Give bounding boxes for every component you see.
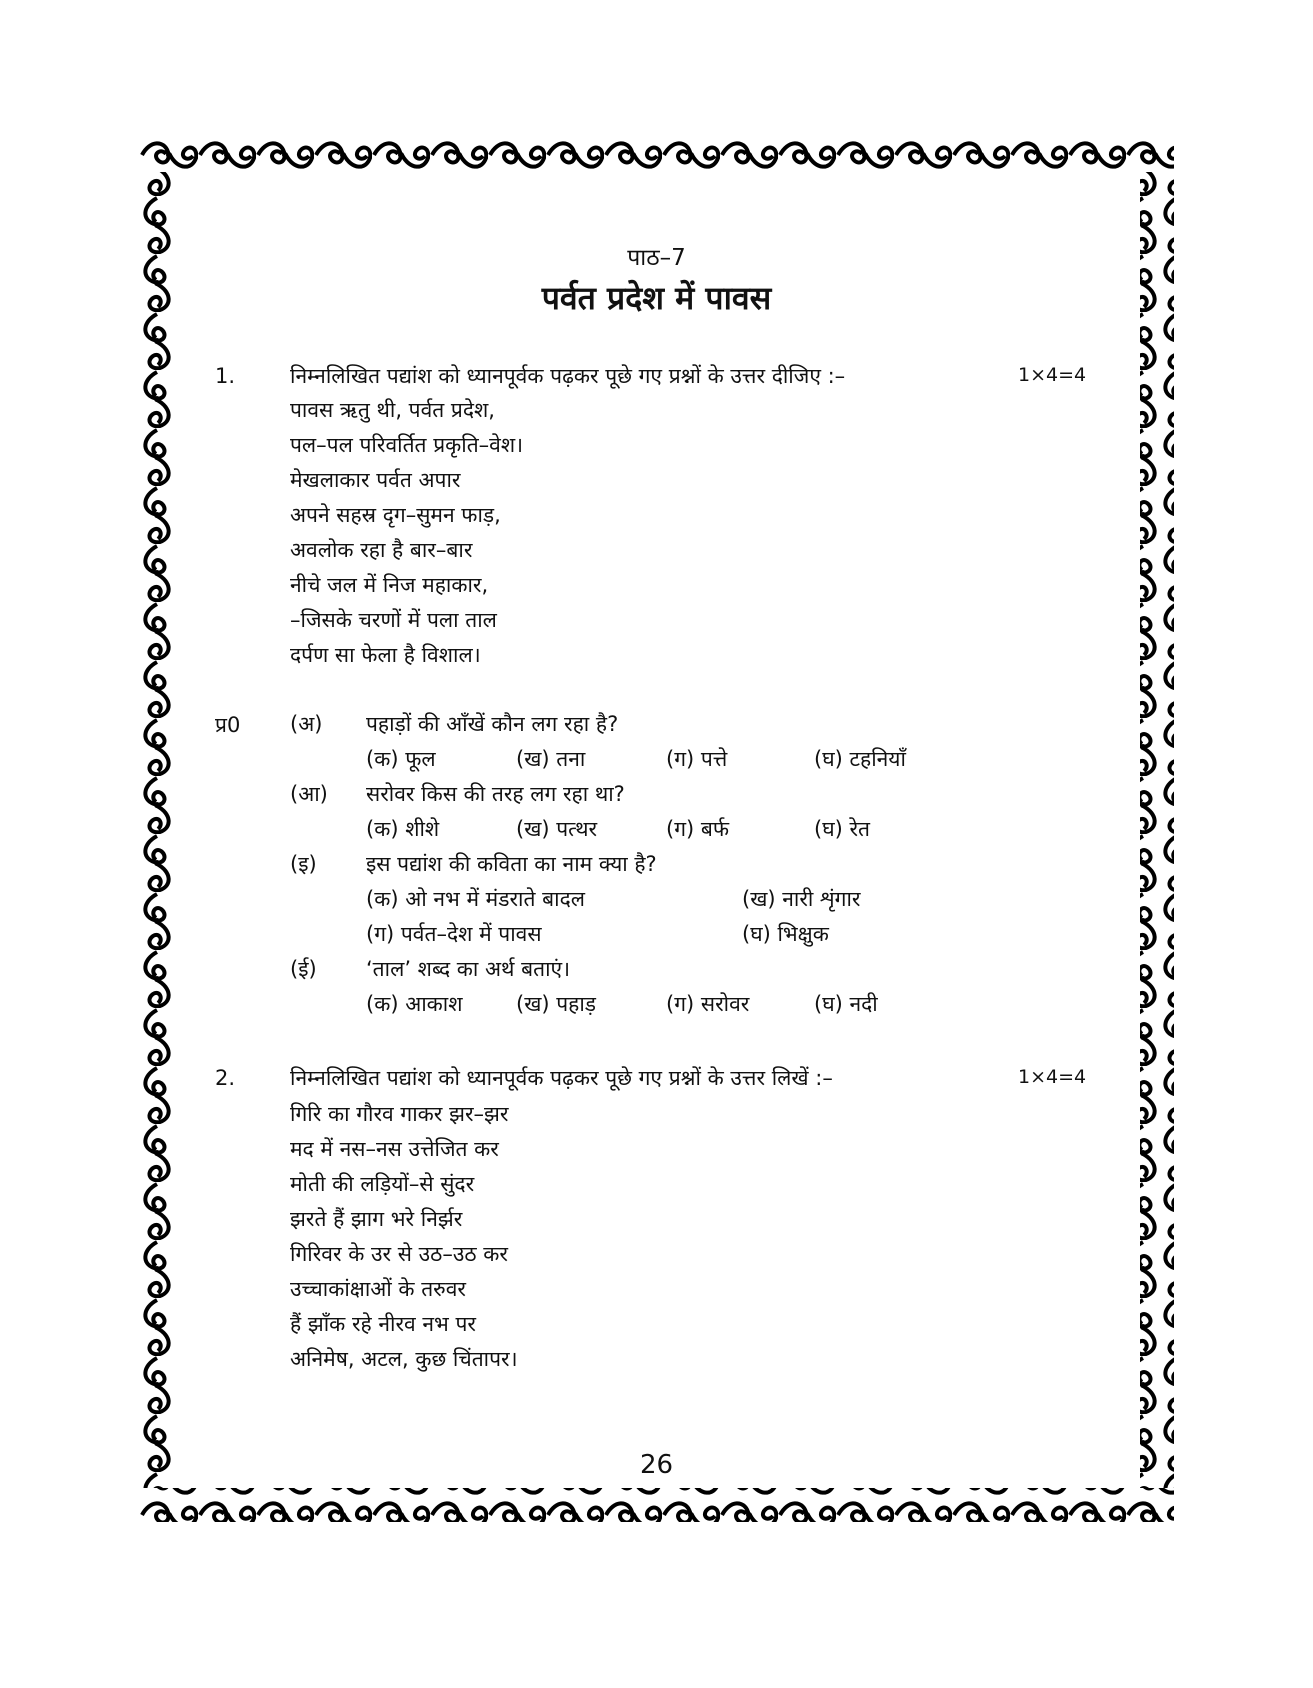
subquestion-text: सरोवर किस की तरह लग रहा था?: [366, 782, 625, 806]
poem-2-line: गिरि का गौरव गाकर झर–झर: [290, 1102, 509, 1126]
poem-1-line: दर्पण सा फेला है विशाल।: [290, 643, 481, 667]
poem-2-line: मद में नस–नस उत्तेजित कर: [290, 1137, 499, 1161]
option: (ग) पर्वत–देश में पावस: [366, 922, 542, 946]
option: (ख) पहाड़: [516, 992, 596, 1016]
option: (ग) पत्ते: [666, 747, 728, 771]
poem-1-line: पल–पल परिवर्तित प्रकृति–वेश।: [290, 433, 524, 457]
poem-2-line: अनिमेष, अटल, कुछ चिंतापर।: [290, 1347, 518, 1371]
option: (ग) बर्फ: [666, 817, 730, 841]
subquestion-marker: (इ): [290, 852, 317, 876]
option: (क) ओ नभ में मंडराते बादल: [366, 887, 585, 911]
option: (क) आकाश: [366, 992, 463, 1016]
question-1-instruction: निम्नलिखित पद्यांश को ध्यानपूर्वक पढ़कर पूछे गए प्रश्नों के उत्तर दीजिए :–: [290, 364, 846, 388]
option: (ख) पत्थर: [516, 817, 598, 841]
subquestion-text: पहाड़ों की आँखें कौन लग रहा है?: [366, 712, 619, 736]
poem-1-line: अवलोक रहा है बार–बार: [290, 538, 473, 562]
poem-1-line: अपने सहस्र दृग–सुमन फाड़,: [290, 503, 501, 527]
poem-1-line: नीचे जल में निज महाकार,: [290, 573, 489, 597]
option: (क) फूल: [366, 747, 436, 771]
option: (ग) सरोवर: [666, 992, 750, 1016]
poem-2-line: गिरिवर के उर से उठ–उठ कर: [290, 1242, 508, 1266]
questions-label: प्र0: [215, 713, 241, 737]
option: (घ) टहनियाँ: [814, 747, 906, 771]
poem-2-line: उच्चाकांक्षाओं के तरुवर: [290, 1277, 466, 1301]
subquestion-marker: (आ): [290, 782, 328, 806]
subquestion-marker: (अ): [290, 712, 323, 736]
subquestion-text: इस पद्यांश की कविता का नाम क्या है?: [366, 852, 657, 876]
poem-2-line: मोती की लड़ियों–से सुंदर: [290, 1172, 475, 1196]
question-2-marks: 1×4=4: [1018, 1066, 1087, 1088]
option: (घ) भिक्षुक: [742, 922, 829, 946]
option: (क) शीशे: [366, 817, 440, 841]
option: (घ) नदी: [814, 992, 878, 1016]
question-1-number: 1.: [215, 364, 236, 388]
option: (ख) नारी शृंगार: [742, 887, 861, 911]
chapter-label: पाठ–7: [627, 245, 686, 271]
question-2-instruction: निम्नलिखित पद्यांश को ध्यानपूर्वक पढ़कर पूछे गए प्रश्नों के उत्तर लिखें :–: [290, 1066, 833, 1090]
poem-2-line: झरते हैं झाग भरे निर्झर: [290, 1207, 463, 1231]
subquestion-marker: (ई): [290, 957, 317, 981]
poem-1-line: मेखलाकार पर्वत अपार: [290, 468, 461, 492]
question-1-marks: 1×4=4: [1018, 364, 1087, 386]
poem-1-line: –जिसके चरणों में पला ताल: [290, 608, 497, 632]
question-2-number: 2.: [215, 1066, 236, 1090]
poem-2-line: हैं झाँक रहे नीरव नभ पर: [290, 1312, 477, 1336]
poem-1-line: पावस ऋतु थी, पर्वत प्रदेश,: [290, 398, 495, 422]
page-title: पर्वत प्रदेश में पावस: [541, 279, 772, 317]
option: (ख) तना: [516, 747, 586, 771]
page-number: 26: [639, 1450, 674, 1480]
option: (घ) रेत: [814, 817, 871, 841]
subquestion-text: ‘ताल’ शब्द का अर्थ बताएं।: [366, 957, 571, 981]
